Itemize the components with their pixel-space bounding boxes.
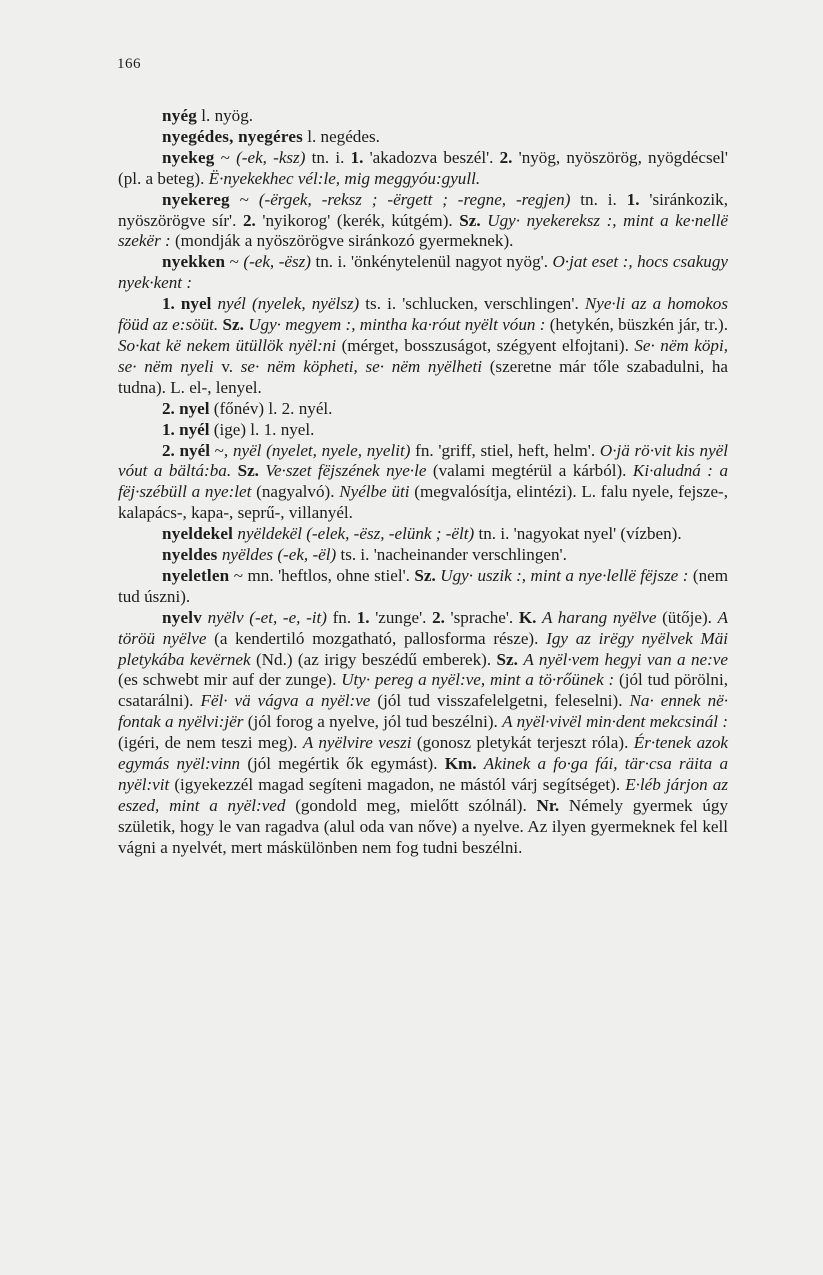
body-text: ~ xyxy=(229,189,259,209)
bold-marker: 1. nyel xyxy=(162,294,212,314)
body-text: (nem tud úszni). xyxy=(118,565,733,606)
body-text: (jól megértik ők egymást). xyxy=(240,754,445,774)
body-text: l. negédes. xyxy=(302,126,380,146)
body-text: (főnév) l. 2. nyél. xyxy=(209,398,333,418)
bold-marker: 2. xyxy=(243,210,256,230)
body-text: (ige) l. 1. nyel. xyxy=(209,419,315,439)
body-text: ~ mn. 'heftlos, ohne stiel'. xyxy=(229,565,415,585)
italic-text: Na· ennek në· fontak a nyëlvi:jër xyxy=(118,691,733,732)
bold-marker: 1. xyxy=(350,147,364,167)
body-text: tn. i. xyxy=(570,189,627,209)
body-text: (hetykén, büszkén jár, tr.). xyxy=(545,315,733,335)
body-text: 'nyikorog' (kerék, kútgém). xyxy=(255,210,460,230)
body-text: (jól forog a nyelve, jól tud beszélni). xyxy=(243,712,503,732)
headword: nyég xyxy=(162,106,197,125)
italic-text: nyël (nyelet, nyele, nyelit) xyxy=(232,440,411,460)
bold-marker: 1. xyxy=(626,189,640,209)
bold-marker: Nr. xyxy=(536,795,560,815)
bold-marker: 2. nyél xyxy=(162,440,210,460)
italic-text: Fël· vä vágva a nyël:ve xyxy=(200,691,371,711)
body-text: (gonosz pletykát terjeszt róla). xyxy=(411,733,634,753)
dictionary-entries xyxy=(118,106,733,859)
italic-text: A nyël·vivël min·dent mekcsinál : xyxy=(502,712,729,732)
italic-text: Ë·nyekekhec vél:le, mig meggyóu:gyull. xyxy=(208,168,481,188)
italic-text: (-ërgek, -reksz ; -ërgett ; -regne, -regjen) xyxy=(258,189,571,209)
body-text: ~ xyxy=(225,252,244,272)
italic-text: Ér·tenek azok egymás nyël:vinn xyxy=(118,733,733,774)
body-text: tn. i. 'önkénytelenül nagyot nyög'. xyxy=(310,252,553,272)
body-text: (nagyalvó). xyxy=(251,482,340,502)
body-text: ts. i. 'nacheinander verschlingen'. xyxy=(336,545,567,565)
body-text: 'siránkozik, nyöszörögve sír'. xyxy=(118,189,733,230)
body-text: v. xyxy=(213,356,241,376)
body-text: fn. xyxy=(326,607,357,627)
italic-text: nyëldekël (-elek, -ësz, -elünk ; -ëlt) xyxy=(237,524,475,544)
bold-marker: Km. xyxy=(444,754,477,774)
page-number: 166 xyxy=(117,56,141,72)
bold-marker: Sz. xyxy=(237,461,259,481)
body-text: (gondold meg, mielőtt szólnál). xyxy=(285,795,537,815)
italic-text: O·jä rö·vit kis nyël vóut a bältá:ba. xyxy=(118,440,733,481)
body-text: fn. 'griff, stiel, heft, helm'. xyxy=(410,440,600,460)
headword: nyekeg xyxy=(162,147,215,167)
body-text: ~, xyxy=(209,440,233,460)
body-text: (megvalósítja, elintézi). L. falu nyele, fejsze-, kalapács-, kapa-, seprű-, villanyél. xyxy=(118,482,733,523)
headword: nyeldes xyxy=(162,545,218,565)
italic-text: O·jat eset :, hocs csakugy nyek·kent : xyxy=(118,252,733,293)
dictionary-entry xyxy=(118,524,728,545)
dictionary-entry xyxy=(118,607,733,859)
bold-marker: 1. nyél xyxy=(162,419,210,439)
italic-text: (-ek, -ësz) xyxy=(243,252,311,272)
dictionary-entry xyxy=(118,189,733,253)
body-text: tn. i. xyxy=(305,147,351,167)
italic-text: Ugy· megyem :, mintha ka·róut nyëlt vóun : xyxy=(248,315,546,335)
headword: nyeletlen xyxy=(162,565,230,585)
body-text: 'zunge'. xyxy=(369,607,433,627)
body-text xyxy=(477,754,484,773)
italic-text: A töröü nyëlve xyxy=(118,607,733,648)
body-text: (igéri, de nem teszi meg). xyxy=(118,712,733,753)
body-text: l. nyög. xyxy=(197,106,254,125)
italic-text: nyëlv (-et, -e, -it) xyxy=(207,607,327,627)
bold-marker: 2. xyxy=(499,147,513,167)
body-text: 'sprache'. xyxy=(444,607,519,627)
dictionary-entry xyxy=(118,127,728,148)
italic-text: A harang nyëlve xyxy=(542,607,657,627)
dictionary-entry xyxy=(118,545,728,566)
body-text: Némely gyermek úgy születik, hogy le van ragadva (alul oda van nőve) a nyelve. Az ilyen gyermeknek fel kell vágni a nyelvét, mert máskülönben nem fog tudni beszélni. xyxy=(118,795,733,857)
body-text: (Nd.) (az irigy beszédű emberek). xyxy=(250,649,497,669)
dictionary-entry xyxy=(118,420,728,441)
italic-text: Ve·szet fëjszének nye·le xyxy=(265,461,427,481)
bold-marker: Sz. xyxy=(496,649,518,669)
headword: nyekken xyxy=(162,252,226,272)
italic-text: nyëldes (-ek, -ël) xyxy=(221,545,337,565)
italic-text: Akinek a fo·ga fái, tär·csa räita a nyël:vit xyxy=(118,754,733,794)
dictionary-entry xyxy=(118,294,733,399)
italic-text: (-ek, -ksz) xyxy=(236,147,306,167)
bold-marker: K. xyxy=(518,607,537,627)
italic-text: Nye·li az a homokos föüd az e:söüt. xyxy=(118,294,733,335)
body-text: (a kendertiló mozgatható, pallosforma része). xyxy=(206,628,547,648)
bold-marker: 2. xyxy=(432,607,445,627)
bold-marker: Sz. xyxy=(414,565,436,585)
italic-text: So·kat kë nekem ütüllök nyël:ni xyxy=(118,335,337,355)
body-text: (jól tud pörölni, csatarálni). xyxy=(118,670,733,711)
headword: nyegédes, nyegéres xyxy=(162,126,303,146)
body-text: (es schwebt mir auf der zunge). xyxy=(118,649,733,690)
bold-marker: 2. nyel xyxy=(162,398,210,418)
headword: nyelv xyxy=(162,607,202,627)
body-text: (jól tud visszafelelgetni, feleselni). xyxy=(370,691,630,711)
italic-text: Ki·aludná : a fëj·szébüll a nye:let xyxy=(118,461,733,502)
dictionary-entry xyxy=(118,440,733,525)
italic-text: Uty· pereg a nyël:ve, mint a tö·rőünek : xyxy=(341,670,615,690)
body-text: (mondják a nyöszörögve siránkozó gyermeknek). xyxy=(170,231,514,251)
italic-text: Ugy· uszik :, mint a nye·lellë fëjsze : xyxy=(440,565,689,585)
body-text: (ütője). xyxy=(656,607,718,627)
bold-marker: Sz. xyxy=(459,210,481,230)
italic-text: Igy az irëgy nyëlvek Mäi pletykába kevërnek xyxy=(118,628,733,669)
italic-text: A nyëlvire veszi xyxy=(302,733,412,753)
body-text: ts. i. 'schlucken, verschlingen'. xyxy=(359,294,585,314)
italic-text: nyél (nyelek, nyëlsz) xyxy=(217,294,360,314)
dictionary-entry xyxy=(118,106,728,127)
body-text: (mérget, bosszuságot, szégyent elfojtani). xyxy=(336,335,635,355)
italic-text: Ugy· nyekereksz :, mint a ke·nellë szekër : xyxy=(118,210,733,251)
headword: nyeldekel xyxy=(162,524,234,544)
body-text: (valami megtérül a kárból). xyxy=(426,461,633,481)
body-text: ~ xyxy=(214,147,237,167)
italic-text: E·léb járjon az eszed, mint a nyël:ved xyxy=(118,775,733,815)
body-text: (igyekezzél magad segíteni magadon, ne mástól várj segítséget). xyxy=(169,775,626,794)
body-text: 'akadozva beszél'. xyxy=(363,147,500,167)
dictionary-entry xyxy=(118,399,728,420)
headword: nyekereg xyxy=(162,189,230,209)
italic-text: A nyël·vem hegyi van a ne:ve xyxy=(523,649,728,669)
dictionary-entry xyxy=(118,252,733,294)
italic-text: se· nëm köpheti, se· nëm nyëlheti xyxy=(240,356,483,376)
italic-text: Se· nëm köpi, se· nëm nyeli xyxy=(118,335,733,376)
body-text: tn. i. 'nagyokat nyel' (vízben). xyxy=(474,524,682,544)
bold-marker: Sz. xyxy=(222,315,244,335)
body-text: (szeretne már tőle szabadulni, ha tudna). L. el-, lenyel. xyxy=(118,356,733,397)
dictionary-entry xyxy=(118,147,733,190)
dictionary-entry xyxy=(118,565,733,608)
body-text: 'nyög, nyöszörög, nyögdécsel' (pl. a beteg). xyxy=(118,147,733,188)
bold-marker: 1. xyxy=(356,607,370,627)
italic-text: Nyélbe üti xyxy=(339,482,410,502)
